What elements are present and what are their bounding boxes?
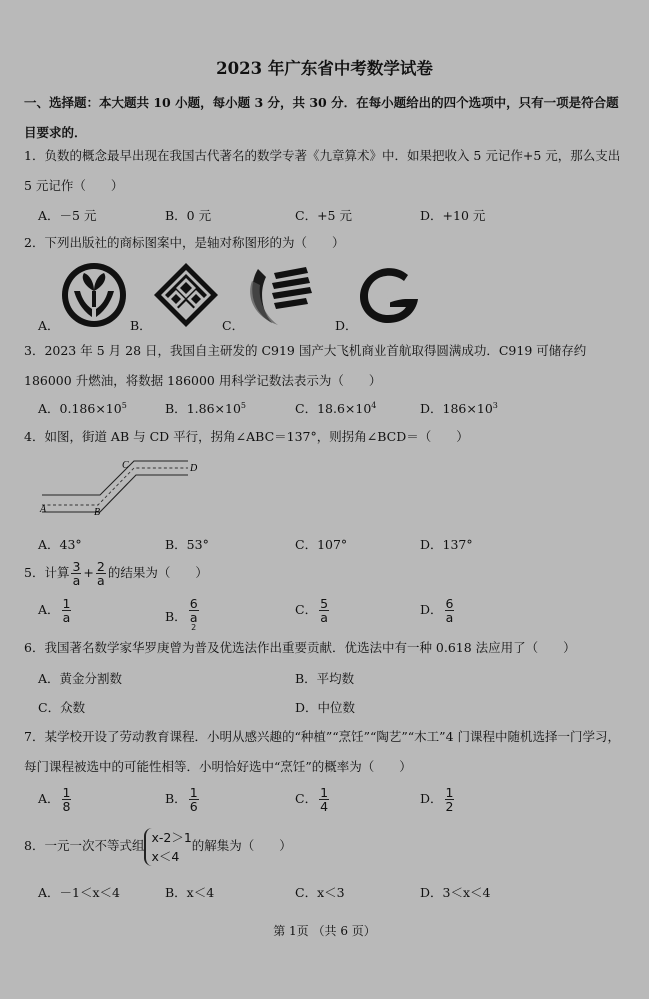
q5-b-exp: 2 xyxy=(191,623,197,633)
q8-post: 的解集为（ ） xyxy=(191,838,292,853)
q1-option-a: A．－5 元 xyxy=(38,208,97,223)
q3-option-b-base: 1.86×10 xyxy=(186,401,241,416)
q5-a-num: 1 xyxy=(62,596,71,611)
q8-option-c: C．x＜3 xyxy=(295,885,345,900)
q5-option-b-label: B． xyxy=(165,608,187,624)
q5-post: 的结果为（ ） xyxy=(107,565,208,581)
question-5-stem xyxy=(24,560,630,587)
q3-option-b-label: B． xyxy=(165,401,187,416)
q5-option-b xyxy=(165,597,201,638)
q7-option-b-fraction xyxy=(189,786,199,813)
q3-option-d-base: 186×10 xyxy=(442,401,493,416)
question-7-stem: 7．某学校开设了劳动教育课程．小明从感兴趣的“种植”“烹饪”“陶艺”“木工”4 门课程中随机选择一门学习，每门课程被选中的可能性相等．小明恰好选中“烹饪”的概率为（ ） xyxy=(24,729,621,774)
publisher-logo-diamond-icon xyxy=(152,261,220,329)
q1-option-d: D．+10 元 xyxy=(420,208,486,223)
q5-d-num: 6 xyxy=(445,596,454,611)
q7-a-den: 8 xyxy=(62,799,71,815)
street-figure xyxy=(38,455,208,520)
q3-option-a xyxy=(38,399,127,417)
q5-option-d-fraction xyxy=(445,597,455,624)
figure-label-d: D xyxy=(190,463,198,474)
q5-option-b-fraction xyxy=(189,597,199,638)
q5-f2-den: a xyxy=(97,573,105,589)
q7-c-den: 4 xyxy=(320,799,329,815)
q5-d-den: a xyxy=(445,610,454,626)
q7-b-den: 6 xyxy=(189,799,198,815)
q5-option-d xyxy=(420,597,456,624)
q5-plus: + xyxy=(83,565,94,581)
figure-label-b: B xyxy=(94,507,101,518)
q8-line-1: x-2＞1 xyxy=(151,829,192,845)
q4-option-d: D．137° xyxy=(420,537,473,552)
q5-b-num: 6 xyxy=(189,596,198,611)
q5-a-den: a xyxy=(62,610,71,626)
q5-c-num: 5 xyxy=(320,596,329,611)
q3-option-a-exp: 5 xyxy=(121,400,127,410)
q5-f1-den: a xyxy=(72,573,81,589)
q6-option-b: B．平均数 xyxy=(295,671,355,686)
q3-option-d-label: D． xyxy=(420,401,443,416)
question-4-stem: 4．如图，街道 AB 与 CD 平行，拐角∠ABC＝137°，则拐角∠BCD＝（ ） xyxy=(24,429,469,444)
q8-option-b: B．x＜4 xyxy=(165,885,215,900)
q7-b-num: 1 xyxy=(189,785,198,800)
q5-option-a-fraction xyxy=(62,597,72,624)
q5-option-c-fraction xyxy=(319,597,329,624)
q3-option-c-label: C． xyxy=(295,401,318,416)
page-footer: 第 1页 （共 6 页） xyxy=(273,924,376,938)
q1-option-c: C．+5 元 xyxy=(295,208,352,223)
publisher-logo-hands-icon xyxy=(60,261,128,329)
q5-f2-num: 2 xyxy=(96,559,105,574)
q7-option-b-label: B． xyxy=(165,791,187,807)
q7-option-a xyxy=(38,786,73,813)
q5-option-d-label: D． xyxy=(420,602,443,618)
q4-option-a: A．43° xyxy=(38,537,82,552)
q8-option-a: A．－1＜x＜4 xyxy=(38,885,120,900)
q7-option-d xyxy=(420,786,456,813)
q7-option-c-label: C． xyxy=(295,791,318,807)
q6-option-a: A．黄金分割数 xyxy=(38,671,123,686)
question-6-stem: 6．我国著名数学家华罗庚曾为普及优选法作出重要贡献．优选法中有一种 0.618 法应用了（ ） xyxy=(24,640,576,655)
q7-option-d-label: D． xyxy=(420,791,443,807)
q7-option-d-fraction xyxy=(445,786,455,813)
q5-option-c xyxy=(295,597,331,624)
q5-b-den: a xyxy=(189,610,198,626)
q4-option-c: C．107° xyxy=(295,537,348,552)
q2-label-c: C． xyxy=(222,318,245,333)
q7-a-num: 1 xyxy=(62,785,71,800)
q5-pre: 5．计算 xyxy=(24,565,70,581)
q4-option-b: B．53° xyxy=(165,537,209,552)
q2-label-a: A． xyxy=(38,318,60,333)
q5-option-a-label: A． xyxy=(38,602,60,618)
question-3-stem: 3．2023 年 5 月 28 日，我国自主研发的 C919 国产大飞机商业首航取得圆满成功．C919 可储存约 186000 升燃油，将数据 186000 用科学记数法表示为（ ） xyxy=(24,343,587,388)
q5-fraction-1 xyxy=(71,560,81,587)
q7-d-den: 2 xyxy=(445,799,454,815)
q6-option-c: C．众数 xyxy=(38,700,86,715)
q7-option-c-fraction xyxy=(319,786,329,813)
q3-option-a-base: 0.186×10 xyxy=(59,401,122,416)
inequality-system xyxy=(144,828,191,866)
q8-pre: 8．一元一次不等式组 xyxy=(24,838,145,853)
q7-option-b xyxy=(165,786,201,813)
question-8-stem xyxy=(24,826,630,866)
question-1-stem: 1．负数的概念最早出现在我国古代著名的数学专著《九章算术》中．如果把收入 5 元记作+5 元，那么支出 5 元记作（ ） xyxy=(24,148,621,193)
page-title: 2023 年广东省中考数学试卷 xyxy=(216,59,433,78)
q3-option-c-exp: 4 xyxy=(371,400,377,410)
publisher-logo-swoosh-icon xyxy=(244,261,324,329)
q8-line-2: x＜4 xyxy=(151,848,180,864)
q3-option-b xyxy=(165,399,246,417)
q3-option-d-exp: 3 xyxy=(492,400,498,410)
q7-c-num: 1 xyxy=(320,785,329,800)
q5-f1-num: 3 xyxy=(72,559,81,574)
q3-option-c-base: 18.6×10 xyxy=(317,401,372,416)
q3-option-c xyxy=(295,399,376,417)
figure-label-c: C xyxy=(122,460,129,471)
question-2-stem: 2．下列出版社的商标图案中，是轴对称图形的为（ ） xyxy=(24,235,345,250)
q7-option-a-fraction xyxy=(62,786,72,813)
q5-option-c-label: C． xyxy=(295,602,318,618)
q5-c-den: a xyxy=(320,610,328,626)
q3-option-d xyxy=(420,399,498,417)
q2-label-b: B． xyxy=(130,318,152,333)
section-heading: 一、选择题：本大题共 10 小题，每小题 3 分，共 30 分．在每小题给出的四个选项中，只有一项是符合题目要求的． xyxy=(24,95,619,140)
q3-option-a-label: A． xyxy=(38,401,60,416)
figure-label-a: A xyxy=(40,504,47,515)
q2-label-d: D． xyxy=(335,318,358,333)
q5-fraction-2 xyxy=(96,560,106,587)
q8-option-d: D．3＜x＜4 xyxy=(420,885,491,900)
q1-option-b: B．0 元 xyxy=(165,208,212,223)
q5-option-a xyxy=(38,597,73,624)
q6-option-d: D．中位数 xyxy=(295,700,356,715)
publisher-logo-g-icon xyxy=(356,265,422,325)
q7-option-a-label: A． xyxy=(38,791,60,807)
q3-option-b-exp: 5 xyxy=(240,400,246,410)
q7-d-num: 1 xyxy=(445,785,454,800)
q7-option-c xyxy=(295,786,331,813)
